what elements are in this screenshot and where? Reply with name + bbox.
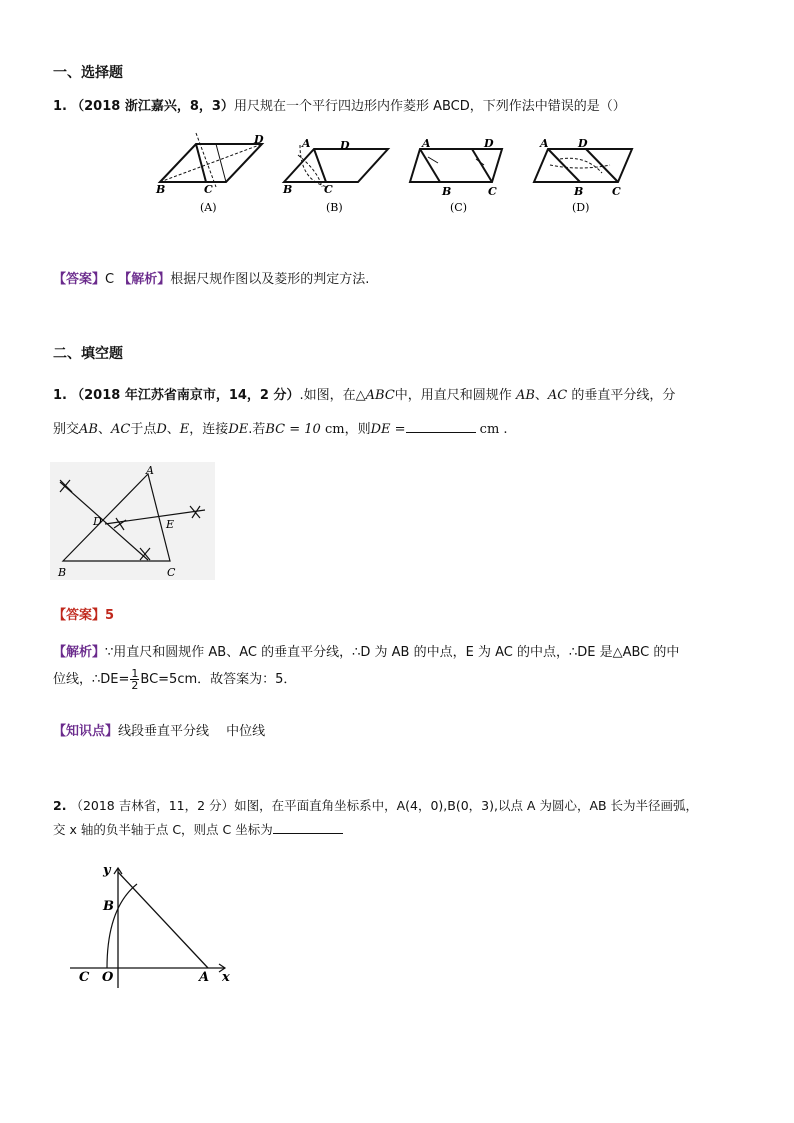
separator: 、	[97, 422, 111, 437]
label-d: D	[93, 515, 102, 528]
segment-ab: AB	[515, 388, 535, 403]
answer-blank[interactable]	[406, 420, 476, 433]
rhombus-construction-figure	[150, 125, 640, 217]
option-b-figure	[284, 145, 388, 187]
answer-value: C	[105, 272, 115, 287]
option-a-figure	[160, 133, 262, 187]
separator: 、	[534, 388, 548, 403]
analysis-text: ∵用直尺和圆规作 AB、AC 的垂直平分线，∴D 为 AB 的中点，E 为 AC 的中点，∴DE 是△ABC 的中	[105, 645, 680, 660]
label-c: C	[79, 970, 90, 985]
question-text: .若	[248, 422, 266, 437]
label-d: D	[254, 133, 264, 146]
question-text: ，连接	[189, 422, 229, 437]
label-a: A	[199, 970, 210, 985]
coordinate-figure	[65, 860, 240, 990]
question-text: 用尺规在一个平行四边形内作菱形 ABCD，下列作法中错误的是（）	[233, 99, 626, 114]
label-a: A	[422, 137, 431, 150]
question-source: （2018 浙江嘉兴，8，3）	[71, 99, 234, 114]
question-text: 中，用直尺和圆规作	[394, 388, 512, 403]
analysis-text: BC=5cm．故答案为：5．	[140, 672, 297, 687]
question-number: 1.	[53, 388, 67, 403]
analysis-text: 位线，∴DE=	[53, 672, 130, 687]
answer-label: 【答案】	[53, 272, 106, 287]
label-c: C	[612, 185, 621, 198]
segment-de: DE	[228, 422, 249, 437]
point-d: D	[156, 422, 167, 437]
fraction-numerator: 1	[131, 667, 139, 680]
question-3-line-2	[53, 820, 343, 838]
knowledge-text: 线段垂直平分线 中位线	[118, 724, 266, 739]
arc-bc	[107, 884, 137, 968]
option-c-figure	[410, 149, 502, 182]
segment-ab	[118, 872, 208, 968]
question-source: （2018 吉林省，11，2 分）	[70, 798, 235, 813]
label-a: A	[540, 137, 549, 150]
section-heading-choice: 一、选择题	[53, 65, 123, 81]
label-b: B	[156, 183, 166, 196]
label-b: B	[58, 566, 67, 579]
question-text: 别交	[53, 422, 80, 437]
segment-ac: AC	[547, 388, 568, 403]
label-y: y	[103, 863, 111, 878]
q2-analysis-line-1	[53, 641, 679, 660]
analysis-text: 根据尺规作图以及菱形的判定方法.	[170, 272, 370, 287]
question-2-line-1	[53, 384, 675, 403]
label-b: B	[442, 185, 452, 198]
label-b: B	[574, 185, 584, 198]
option-c-label: (C)	[450, 201, 467, 214]
question-text: 交 x 轴的负半轴于点 C，则点 C 坐标为	[53, 822, 273, 837]
q2-answer-line	[53, 604, 114, 623]
point-e: E	[179, 422, 190, 437]
figure-background	[50, 462, 215, 580]
label-c: C	[324, 183, 333, 196]
option-d-figure	[534, 149, 632, 182]
question-1-line	[53, 95, 626, 114]
label-c: C	[204, 183, 213, 196]
q1-answer-line	[53, 268, 369, 287]
label-b: B	[103, 899, 114, 914]
unit: cm	[324, 422, 345, 437]
label-d: D	[340, 139, 350, 152]
triangle-symbol: △ABC	[355, 388, 395, 403]
question-source: （2018 年江苏省南京市，14，2 分）	[71, 388, 300, 403]
question-number: 2.	[53, 798, 67, 813]
question-3-line-1	[53, 796, 698, 814]
question-text: 于点	[130, 422, 157, 437]
label-b: B	[283, 183, 293, 196]
section-heading-fill: 二、填空题	[53, 346, 123, 362]
segment-ac: AC	[110, 422, 131, 437]
analysis-label: 【解析】	[118, 272, 171, 287]
label-x: x	[222, 970, 230, 985]
unit: cm .	[479, 422, 508, 437]
analysis-label: 【解析】	[53, 645, 106, 660]
q2-analysis-line-2	[53, 668, 296, 691]
fraction-one-half	[130, 668, 139, 691]
label-a: A	[302, 137, 311, 150]
label-a: A	[146, 464, 154, 477]
label-e: E	[166, 518, 175, 531]
question-text: ，则	[344, 422, 371, 437]
perpendicular-bisector-figure	[50, 462, 215, 582]
option-b-label: (B)	[326, 201, 343, 214]
segment-ab: AB	[79, 422, 98, 437]
option-a-label: (A)	[200, 201, 217, 214]
label-o: O	[102, 970, 114, 985]
separator: 、	[166, 422, 180, 437]
option-d-label: (D)	[572, 201, 590, 214]
knowledge-label: 【知识点】	[53, 724, 119, 739]
answer-blank[interactable]	[273, 821, 343, 834]
q2-knowledge-line	[53, 720, 265, 739]
fraction-denominator: 2	[131, 679, 139, 692]
question-2-line-2	[53, 418, 508, 437]
question-text: 如图，在平面直角坐标系中，A(4，0),B(0，3),以点 A 为圆心，AB 长为半径画弧，	[234, 798, 699, 813]
label-d: D	[578, 137, 588, 150]
de-equation: DE =	[370, 422, 406, 437]
question-text: 的垂直平分线，分	[571, 388, 676, 403]
label-d: D	[484, 137, 494, 150]
question-text: .如图，在	[299, 388, 356, 403]
question-number: 1.	[53, 99, 67, 114]
label-c: C	[488, 185, 497, 198]
answer-value: 5	[105, 608, 115, 623]
bc-equation: BC = 10	[265, 422, 321, 437]
label-c: C	[167, 566, 176, 579]
answer-label: 【答案】	[53, 608, 106, 623]
